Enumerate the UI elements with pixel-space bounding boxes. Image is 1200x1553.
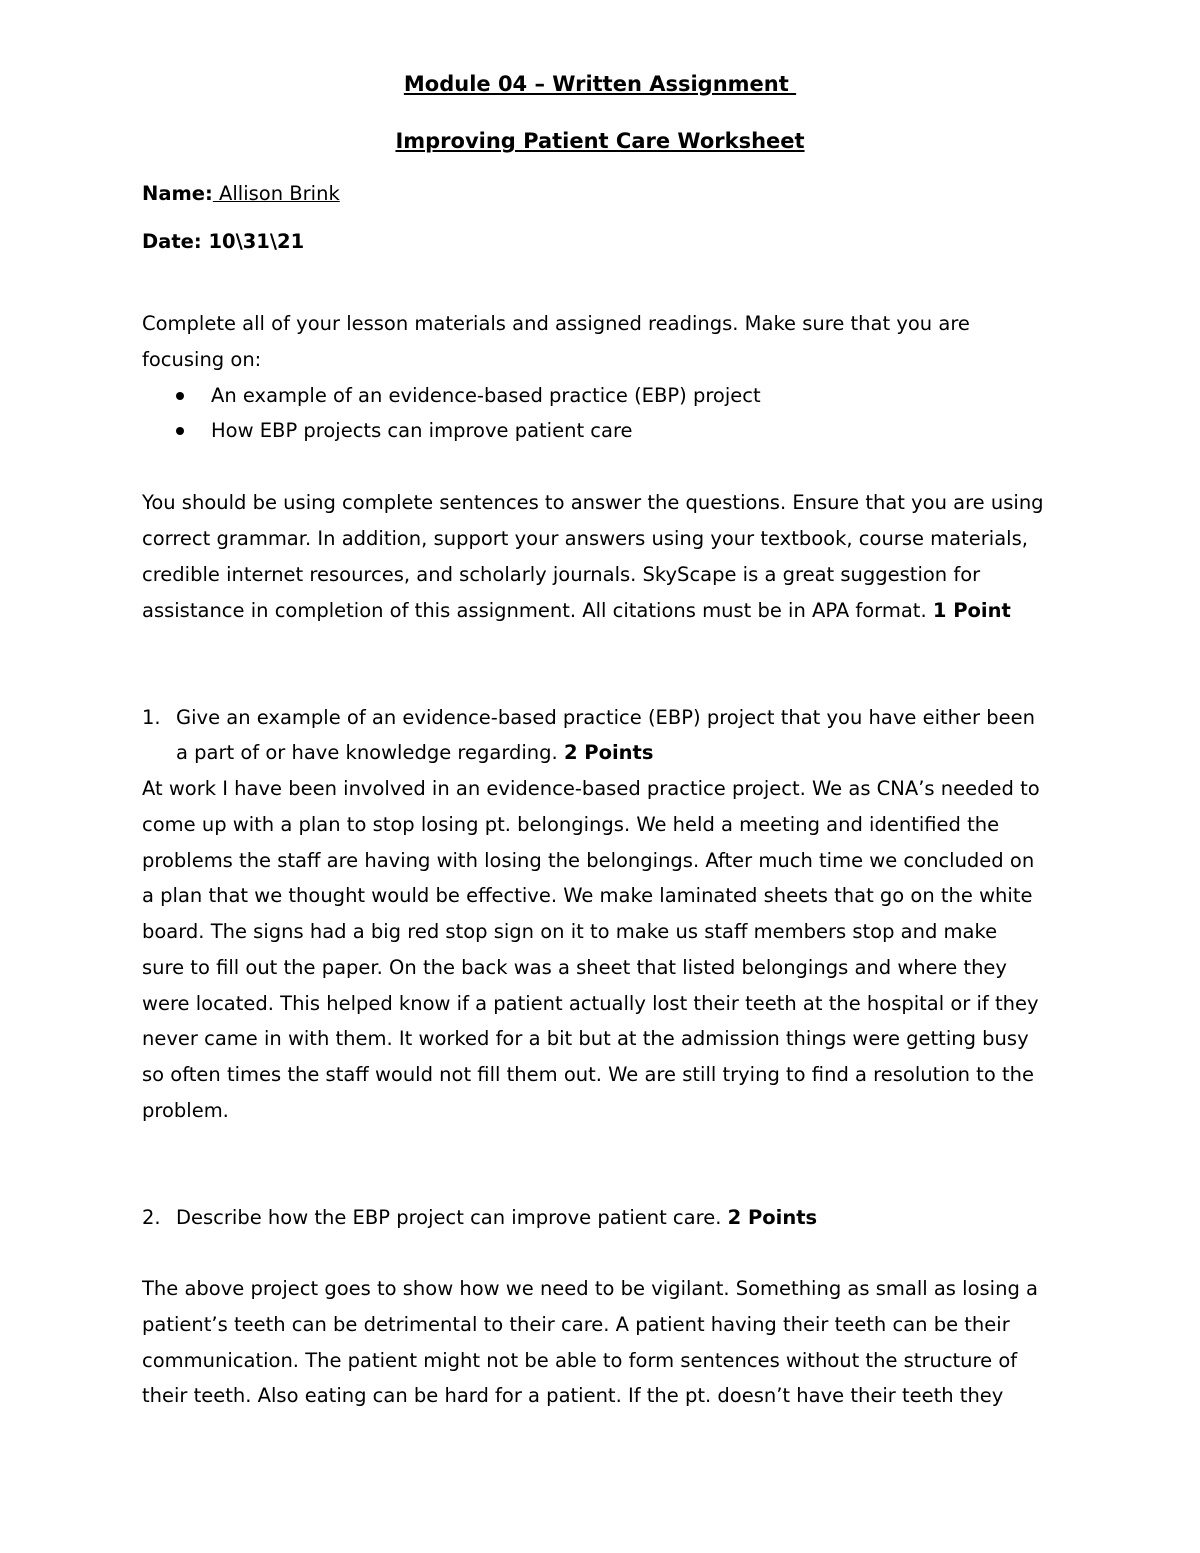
answer-line: never came in with them. It worked for a bit but at the admission things were getting busy	[142, 1027, 1029, 1050]
question-text: Describe how the EBP project can improve patient care.	[176, 1206, 728, 1229]
document-title: Module 04 – Written Assignment	[403, 72, 797, 96]
answer-line: problems the staff are having with losing the belongings. After much time we concluded on	[142, 849, 1035, 872]
name-label: Name:	[142, 182, 213, 205]
answer-line: were located. This helped know if a patient actually lost their teeth at the hospital or if they	[142, 992, 1039, 1015]
answer-line: The above project goes to show how we need to be vigilant. Something as small as losing a	[142, 1277, 1038, 1300]
instructions-line: assistance in completion of this assignment. All citations must be in APA format.	[142, 599, 933, 622]
answer-line: problem.	[142, 1099, 229, 1122]
instructions-line: You should be using complete sentences to answer the questions. Ensure that you are using	[142, 491, 1044, 514]
question-line: a part of or have knowledge regarding.	[176, 741, 564, 764]
name-value: Allison Brink	[212, 182, 340, 205]
answer-line: sure to fill out the paper. On the back was a sheet that listed belongings and where they	[142, 956, 1007, 979]
name-field	[142, 182, 340, 206]
question-line: Give an example of an evidence-based practice (EBP) project that you have either been	[176, 706, 1035, 729]
answer-line: come up with a plan to stop losing pt. belongings. We held a meeting and identified the	[142, 813, 1000, 836]
answer-line: their teeth. Also eating can be hard for a patient. If the pt. doesn’t have their teeth they	[142, 1384, 1004, 1407]
answer-line: a plan that we thought would be effective. We make laminated sheets that go on the white	[142, 884, 1033, 907]
answer-line: communication. The patient might not be able to form sentences without the structure of	[142, 1349, 1018, 1372]
answer-line: board. The signs had a big red stop sign on it to make us staff members stop and make	[142, 920, 998, 943]
bullet-icon	[176, 427, 184, 435]
answer-line: At work I have been involved in an evidence-based practice project. We as CNA’s needed to	[142, 777, 1040, 800]
instructions-last-line	[142, 599, 1011, 623]
question-number: 1.	[142, 706, 161, 729]
points-label: 2 Points	[563, 741, 654, 764]
intro-line: focusing on:	[142, 348, 262, 371]
document-subtitle: Improving Patient Care Worksheet	[395, 129, 805, 153]
points-label: 1 Point	[932, 599, 1011, 622]
instructions-line: correct grammar. In addition, support your answers using your textbook, course materials,	[142, 527, 1028, 550]
bullet-icon	[176, 392, 184, 400]
answer-line: patient’s teeth can be detrimental to their care. A patient having their teeth can be their	[142, 1313, 1010, 1336]
question-last-line	[176, 741, 653, 765]
instructions-line: credible internet resources, and scholarly journals. SkyScape is a great suggestion for	[142, 563, 981, 586]
bullet-item: How EBP projects can improve patient care	[211, 419, 633, 442]
bullet-item: An example of an evidence-based practice (EBP) project	[211, 384, 761, 407]
date-field: Date: 10\31\21	[142, 230, 305, 253]
points-label: 2 Points	[727, 1206, 818, 1229]
question-line	[176, 1206, 817, 1230]
intro-line: Complete all of your lesson materials and assigned readings. Make sure that you are	[142, 312, 970, 335]
question-number: 2.	[142, 1206, 161, 1229]
answer-line: so often times the staff would not fill them out. We are still trying to find a resolution to the	[142, 1063, 1034, 1086]
